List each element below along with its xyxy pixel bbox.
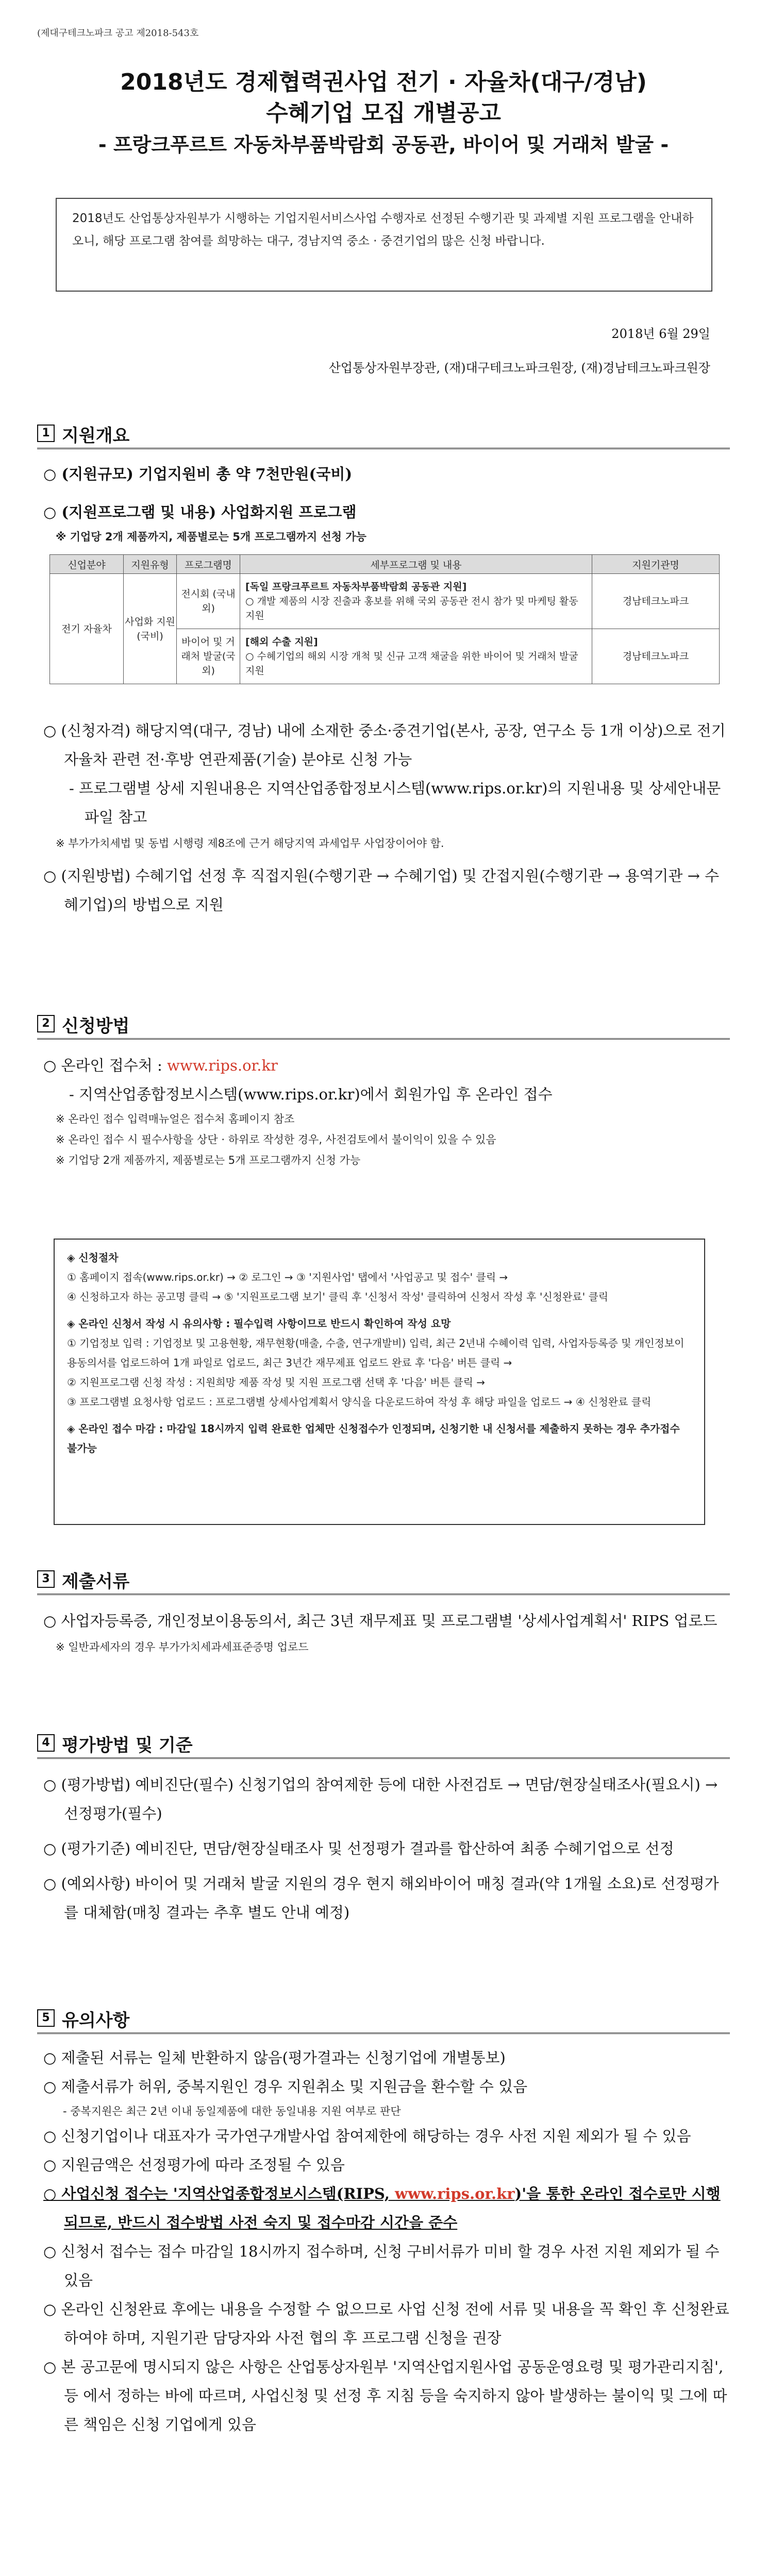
program-org: 경남테크노파크 — [592, 629, 720, 684]
application-procedure-box — [54, 1239, 705, 1525]
evaluation-method: ○ (평가방법) 예비진단(필수) 신청기업의 참여제한 등에 대한 사전검토 → 면담/현장실태조사(필요시) → 선정평가(필수) — [43, 1776, 718, 1822]
caution-step: ① 기업정보 입력 : 기업정보 및 고용현황, 재무현황(매출, 수출, 연구개발비) 입력, 최근 2년내 수혜이력 입력, 사업자등록증 및 개인정보이용동의서를 업로드하여 1개 파일로 업로드, 최근 3년간 재무제표 업로드 완료 후 '다음' 버튼 클릭 → — [67, 1337, 685, 1369]
caution-step: ② 지원프로그램 신청 작성 : 지원희망 제품 작성 및 지원 프로그램 선택 후 '다음' 버튼 클릭 → — [67, 1376, 486, 1388]
caution-text: ○ 사업신청 접수는 '지역산업종합정보시스템(RIPS, — [43, 2185, 395, 2202]
section-title: 유의사항 — [62, 2010, 130, 2031]
eligibility-detail: - 프로그램별 상세 지원내용은 지역산업종합정보시스템(www.rips.or.kr)의 지원내용 및 상세안내문 파일 참고 — [69, 779, 721, 826]
title-block — [37, 67, 730, 160]
section-number: 3 — [37, 1570, 55, 1588]
required-documents: ○ 사업자등록증, 개인정보이용동의서, 최근 3년 재무제표 및 프로그램별 '상세사업계획서' RIPS 업로드 — [43, 1612, 718, 1630]
program-detail-desc: ○ 개발 제품의 시장 진출과 홍보를 위해 국외 공동관 전시 참가 및 마케팅 활동 지원 — [245, 596, 578, 621]
caution-heading: ◈ 온라인 신청서 작성 시 유의사항 : 필수입력 사항이므로 반드시 확인하여 작성 요망 — [67, 1317, 451, 1330]
issuing-organizations: 산업통상자원부장관, (재)대구테크노파크원장, (재)경남테크노파크원장 — [328, 361, 710, 375]
table-row — [50, 574, 720, 629]
support-program: ○ (지원프로그램 및 내용) 사업화지원 프로그램 — [43, 503, 357, 521]
section-number: 2 — [37, 1015, 55, 1032]
section-4-header — [37, 1728, 730, 1759]
program-org: 경남테크노파크 — [592, 574, 720, 629]
program-detail — [240, 629, 592, 684]
table-header: 프로그램명 — [177, 555, 240, 574]
note: ※ 일반과세자의 경우 부가가치세과세표준증명 업로드 — [56, 1641, 309, 1653]
section-5-body — [37, 2043, 730, 2439]
section-number: 4 — [37, 1734, 55, 1752]
table-header: 지원유형 — [124, 555, 177, 574]
section-title: 신청방법 — [62, 1016, 130, 1037]
industry-field: 전기 자율차 — [50, 574, 124, 684]
section-divider — [37, 448, 730, 449]
section-1-eligibility — [37, 716, 730, 919]
program-table — [49, 554, 720, 684]
eligibility: ○ (신청자격) 해당지역(대구, 경남) 내에 소재한 중소·중견기업(본사, 공장, 연구소 등 1개 이상)으로 전기 자율차 관련 전·후방 연관제품(기술) 분야로 신청 가능 — [43, 722, 726, 768]
procedure-heading: ◈ 신청절차 — [67, 1251, 119, 1264]
caution-step: ③ 프로그램별 요청사항 업로드 : 프로그램별 상세사업계획서 양식을 다운로드하여 작성 후 해당 파일을 업로드 → ④ 신청완료 클릭 — [67, 1396, 652, 1408]
caution-item: ○ 제출서류가 허위, 중복지원인 경우 지원취소 및 지원금을 환수할 수 있음 — [43, 2078, 528, 2095]
section-1-intro — [37, 460, 730, 547]
table-header: 지원기관명 — [592, 555, 720, 574]
section-1-header — [37, 418, 730, 449]
section-5-header — [37, 2003, 730, 2034]
intro-box: 2018년도 산업통상자원부가 시행하는 기업지원서비스사업 수행자로 선정된 수행기관 및 과제별 지원 프로그램을 안내하오니, 해당 프로그램 참여를 희망하는 대구, 경남지역 중소 · 중견기업의 많은 신청 바랍니다. — [56, 198, 712, 292]
rips-link[interactable]: www.rips.or.kr — [395, 2185, 515, 2202]
program-note: ※ 기업당 2개 제품까지, 제품별로는 5개 프로그램까지 선청 가능 — [56, 531, 366, 543]
caution-item: ○ 신청서 접수는 접수 마감일 18시까지 접수하며, 신청 구비서류가 미비 할 경우 사전 지원 제외가 될 수 있음 — [43, 2243, 720, 2289]
announcement-date: 2018년 6월 29일 — [611, 327, 710, 341]
section-number: 5 — [37, 2009, 55, 2027]
table-header-row — [50, 555, 720, 574]
title-line-2: 수혜기업 모집 개별공고 — [266, 100, 501, 126]
title-line-3: - 프랑크푸르트 자동차부품박람회 공동관, 바이어 및 거래처 발굴 - — [98, 133, 669, 156]
program-detail-title: [해외 수출 지원] — [245, 636, 318, 648]
section-2-body — [37, 1051, 730, 1171]
rips-link[interactable]: www.rips.or.kr — [167, 1057, 278, 1074]
vat-note: ※ 부가가치세법 및 동법 시행령 제8조에 근거 해당지역 과세업무 사업장이어야 함. — [56, 837, 444, 850]
caution-item: ○ 제출된 서류는 일체 반환하지 않음(평가결과는 신청기업에 개별통보) — [43, 2049, 506, 2066]
online-application-detail: - 지역산업종합정보시스템(www.rips.or.kr)에서 회원가입 후 온라인 접수 — [69, 1086, 553, 1103]
program-detail — [240, 574, 592, 629]
table-header: 신업분야 — [50, 555, 124, 574]
evaluation-exception: ○ (예외사항) 바이어 및 거래처 발굴 지원의 경우 현지 해외바이어 매칭 결과(약 1개월 소요)로 선정평가를 대체함(매칭 결과는 추후 별도 안내 예정) — [43, 1875, 719, 1921]
section-divider — [37, 1038, 730, 1040]
program-detail-desc: ○ 수혜기업의 해외 시장 개척 및 신규 고객 채굴을 위한 바이어 및 거래처 발굴 지원 — [245, 651, 578, 676]
caution-item: ○ 온라인 신청완료 후에는 내용을 수정할 수 없으므로 사업 신청 전에 서류 및 내용을 꼭 확인 후 신청완료 하여야 하며, 지원기관 담당자와 사전 협의 후 프로그램 신청을 권장 — [43, 2300, 729, 2347]
caution-item: ○ 지원금액은 선정평가에 따라 조정될 수 있음 — [43, 2156, 345, 2174]
title-line-1: 2018년도 경제협력권사업 전기 · 자율차(대구/경남) — [120, 69, 647, 95]
support-type: 사업화 지원 (국비) — [124, 574, 177, 684]
online-label: ○ 온라인 접수처 : — [43, 1057, 168, 1074]
note: ※ 온라인 접수 입력매뉴얼은 접수처 홈페이지 참조 — [56, 1113, 295, 1125]
caution-item: ○ 본 공고문에 명시되지 않은 사항은 산업통상자원부 '지역산업지원사업 공동운영요령 및 평가관리지침', 등 에서 정하는 바에 따르며, 사업신청 및 선정 후 지침 등을 숙지하지 않아 발생하는 불이익 및 그에 따른 책임은 신청 기업에게 있음 — [43, 2358, 727, 2433]
deadline-note: ◈ 온라인 접수 마감 : 마감일 18시까지 입력 완료한 업체만 신청접수가 인정되며, 신청기한 내 신청서를 제출하지 못하는 경우 추가접수 불가능 — [67, 1422, 680, 1454]
support-method: ○ (지원방법) 수혜기업 선정 후 직접지원(수행기관 → 수혜기업) 및 간접지원(수행기관 → 용역기관 → 수혜기업)의 방법으로 지원 — [43, 867, 720, 913]
section-title: 지원개요 — [62, 426, 130, 446]
program-name: 바이어 및 거래처 발굴(국외) — [177, 629, 240, 684]
program-detail-title: [독일 프랑크푸르트 자동차부품박람회 공동관 지원] — [245, 581, 467, 592]
section-2-header — [37, 1009, 730, 1040]
caution-text: )'을 통한 온라인 접수로만 시행되므로, 반드시 접수방법 사전 숙지 및 접수마감 시간을 준수 — [64, 2185, 721, 2231]
section-number: 1 — [37, 425, 55, 442]
section-title: 제출서류 — [62, 1571, 130, 1592]
note: ※ 온라인 접수 시 필수사항을 상단 · 하위로 작성한 경우, 사전검토에서 불이익이 있을 수 있음 — [56, 1133, 496, 1146]
procedure-step: ① 홈페이지 접속(www.rips.or.kr) → ② 로그인 → ③ '지원사업' 탭에서 '사업공고 및 접수' 클릭 → — [67, 1271, 508, 1283]
section-3-header — [37, 1564, 730, 1595]
document-number: (제대구테크노파크 공고 제2018-543호 — [37, 28, 199, 39]
evaluation-criteria: ○ (평가기준) 예비진단, 면담/현장실태조사 및 선정평가 결과를 합산하여 최종 수혜기업으로 선정 — [43, 1840, 674, 1857]
section-divider — [37, 2032, 730, 2034]
program-name: 전시회 (국내외) — [177, 574, 240, 629]
procedure-step: ④ 신청하고자 하는 공고명 클릭 → ⑤ '지원프로그램 보기' 클릭 후 '신청서 작성' 클릭하여 신청서 작성 후 '신청완료' 클릭 — [67, 1291, 609, 1303]
online-application — [37, 1051, 730, 1080]
section-4-body — [37, 1770, 730, 1927]
section-divider — [37, 1757, 730, 1759]
note: - 중복지원은 최근 2년 이내 동일제품에 대한 동일내용 지원 여부로 판단 — [63, 2105, 401, 2117]
section-divider — [37, 1594, 730, 1595]
caution-item-rips — [37, 2179, 730, 2237]
caution-item: ○ 신청기업이나 대표자가 국가연구개발사업 참여제한에 해당하는 경우 사전 지원 제외가 될 수 있음 — [43, 2127, 691, 2145]
section-title: 평가방법 및 기준 — [62, 1735, 193, 1756]
section-3-body — [37, 1606, 730, 1659]
table-header: 세부프로그램 및 내용 — [240, 555, 592, 574]
support-budget: ○ (지원규모) 기업지원비 총 약 7천만원(국비) — [43, 465, 353, 483]
note: ※ 기업당 2개 제품까지, 제품별로는 5개 프로그램까지 신청 가능 — [56, 1154, 361, 1166]
